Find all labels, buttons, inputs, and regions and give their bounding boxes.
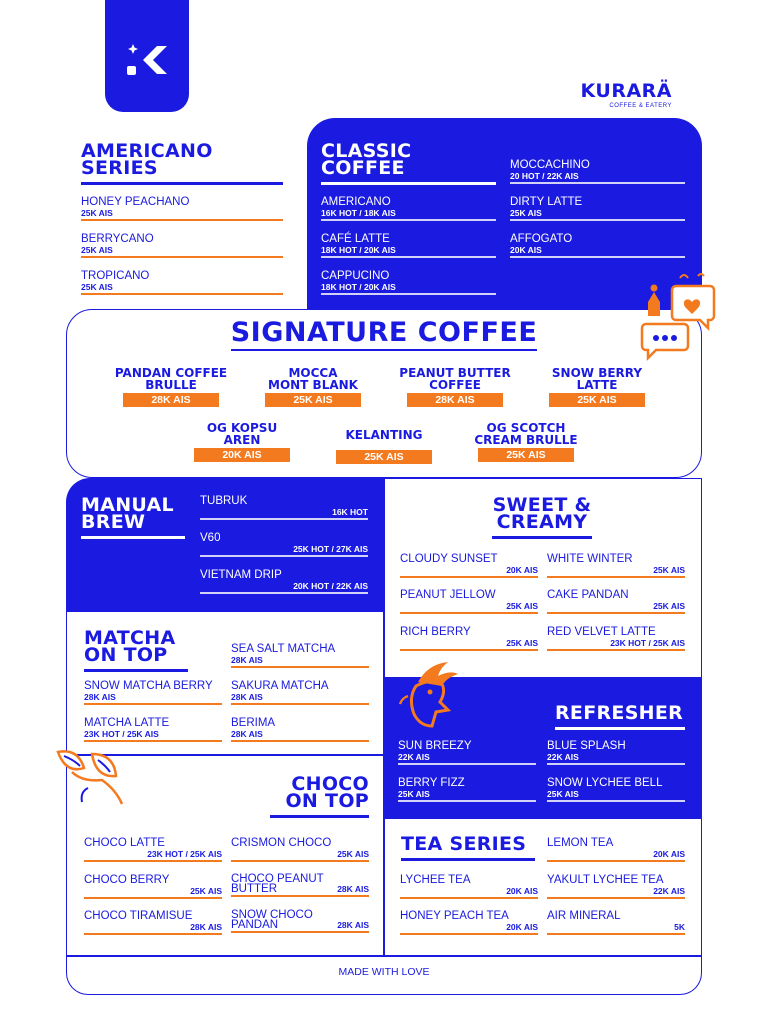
item-price: 22K AIS: [398, 752, 430, 762]
manual-section: [81, 494, 185, 539]
item-rule: [231, 931, 369, 933]
choco-section: [270, 773, 369, 818]
item-name: MOCCA MONT BLANK: [268, 366, 358, 392]
item-rule: [84, 933, 222, 935]
item-price: 5K: [674, 922, 685, 932]
price-pill: 20K AIS: [194, 448, 290, 462]
brand-name: KURARÄ: [580, 80, 672, 102]
item-price: 20K HOT / 22K AIS: [293, 581, 368, 591]
menu-item: [547, 910, 685, 935]
menu-item: [81, 233, 283, 258]
item-rule: [200, 555, 368, 557]
matcha-section: [84, 627, 188, 672]
matcha-title: MATCHA ON TOP: [84, 627, 176, 666]
sweet-section: [492, 494, 592, 539]
menu-item: [200, 495, 368, 520]
brand: [581, 80, 673, 109]
item-price: 25K AIS: [653, 601, 685, 611]
item-rule: [398, 800, 536, 802]
item-name: BERIMA: [231, 717, 276, 729]
americano-title: AMERICANO SERIES: [81, 140, 213, 179]
menu-item: [547, 777, 685, 802]
bird-illustration-icon: [398, 656, 462, 730]
item-name: CHOCO LATTE: [84, 837, 165, 849]
item-rule: [547, 860, 685, 862]
footer-divider: [66, 955, 702, 957]
item-price: 25K AIS: [81, 245, 113, 255]
item-price: 20K AIS: [506, 886, 538, 896]
item-name: PEANUT JELLOW: [400, 589, 496, 601]
menu-item: [547, 874, 685, 899]
item-rule: [231, 703, 369, 705]
item-rule: [547, 933, 685, 935]
menu-item: [398, 740, 536, 765]
item-price: 25K AIS: [506, 638, 538, 648]
item-price: 25K HOT / 27K AIS: [293, 544, 368, 554]
item-price: 28K AIS: [84, 692, 116, 702]
signature-title: SIGNATURE COFFEE: [231, 317, 538, 351]
item-rule: [400, 933, 538, 935]
item-price: 25K AIS: [510, 208, 542, 218]
item-rule: [321, 293, 496, 295]
item-rule: [84, 740, 222, 742]
item-price: 28K AIS: [190, 922, 222, 932]
item-name: SNOW MATCHA BERRY: [84, 680, 213, 692]
item-name: SNOW BERRY LATTE: [551, 366, 643, 392]
item-rule: [547, 897, 685, 899]
menu-item: [81, 196, 283, 221]
title-rule: [492, 536, 592, 539]
item-price: 20 HOT / 22K AIS: [510, 171, 579, 181]
signature-item: [248, 367, 378, 407]
menu-item: [321, 233, 496, 258]
refresher-title: REFRESHER: [555, 702, 684, 724]
item-name: CAFÉ LATTE: [321, 233, 390, 245]
item-name: RED VELVET LATTE: [547, 626, 656, 638]
item-name: AMERICANO: [321, 196, 391, 208]
title-rule: [321, 182, 496, 185]
menu-item: [231, 643, 369, 668]
menu-item: [510, 196, 685, 221]
item-name: CHOCO PEANUT BUTTER: [231, 873, 324, 895]
item-name: VIETNAM DRIP: [200, 569, 282, 581]
item-price: 22K AIS: [547, 752, 579, 762]
menu-item: [321, 270, 496, 295]
menu-item: [547, 589, 685, 614]
price-pill: 25K AIS: [478, 448, 574, 462]
item-price: 28K AIS: [337, 920, 369, 930]
item-price: 25K AIS: [398, 789, 430, 799]
item-rule: [84, 703, 222, 705]
price-pill: 25K AIS: [549, 393, 645, 407]
section-divider: [384, 817, 702, 819]
item-name: AFFOGATO: [510, 233, 573, 245]
item-rule: [321, 219, 496, 221]
signature-item: [106, 367, 236, 407]
column-divider: [383, 612, 385, 955]
item-name: LYCHEE TEA: [400, 874, 471, 886]
menu-item: [398, 777, 536, 802]
item-price: 23K HOT / 25K AIS: [147, 849, 222, 859]
menu-item: [400, 626, 538, 651]
item-name: CAPPUCINO: [321, 270, 390, 282]
item-name: CAKE PANDAN: [547, 589, 629, 601]
item-rule: [231, 860, 369, 862]
item-rule: [81, 256, 283, 258]
menu-item: [84, 910, 222, 935]
item-rule: [400, 576, 538, 578]
title-rule: [270, 815, 369, 818]
item-rule: [510, 182, 685, 184]
tea-section: [401, 833, 535, 861]
item-rule: [547, 800, 685, 802]
menu-item: [321, 196, 496, 221]
item-name: CLOUDY SUNSET: [400, 553, 498, 565]
item-name: YAKULT LYCHEE TEA: [547, 874, 664, 886]
item-rule: [231, 895, 369, 897]
menu-item: [84, 837, 222, 862]
signature-item: [461, 422, 591, 462]
item-rule: [547, 612, 685, 614]
item-price: 28K AIS: [337, 884, 369, 894]
item-name: BERRY FIZZ: [398, 777, 465, 789]
item-name: DIRTY LATTE: [510, 196, 583, 208]
menu-item: [400, 910, 538, 935]
classic-title: CLASSIC COFFEE: [321, 140, 412, 179]
item-rule: [510, 219, 685, 221]
americano-section: [81, 140, 283, 185]
signature-item: [532, 367, 662, 407]
classic-section: [321, 140, 496, 185]
item-price: 28K AIS: [231, 692, 263, 702]
item-name: BLUE SPLASH: [547, 740, 626, 752]
item-price: 20K AIS: [506, 565, 538, 575]
menu-item: [400, 874, 538, 899]
item-name: HONEY PEACHANO: [81, 196, 190, 208]
item-price: 25K AIS: [81, 282, 113, 292]
menu-item: [81, 270, 283, 295]
item-rule: [231, 740, 369, 742]
item-name: AIR MINERAL: [547, 910, 621, 922]
item-name: TROPICANO: [81, 270, 150, 282]
item-rule: [200, 518, 368, 520]
item-rule: [547, 649, 685, 651]
item-rule: [231, 666, 369, 668]
item-name: CHOCO TIRAMISUE: [84, 910, 193, 922]
menu-item: [231, 680, 369, 705]
item-rule: [84, 897, 222, 899]
item-name: CRISMON CHOCO: [231, 837, 332, 849]
item-name: MOCCACHINO: [510, 159, 590, 171]
item-name: BERRYCANO: [81, 233, 154, 245]
item-price: 25K AIS: [506, 601, 538, 611]
menu-item: [84, 874, 222, 899]
signature-item: [319, 429, 449, 464]
item-rule: [400, 897, 538, 899]
item-price: 16K HOT: [332, 507, 368, 517]
item-name: PANDAN COFFEE BRULLE: [114, 366, 228, 392]
title-rule: [81, 536, 185, 539]
item-rule: [81, 293, 283, 295]
item-name: WHITE WINTER: [547, 553, 633, 565]
item-price: 20K AIS: [506, 922, 538, 932]
item-price: 25K AIS: [337, 849, 369, 859]
menu-item: [84, 680, 222, 705]
item-price: 23K HOT / 25K AIS: [610, 638, 685, 648]
title-rule: [401, 858, 535, 861]
signature-item: [177, 422, 307, 462]
item-price: 28K AIS: [231, 655, 263, 665]
item-name: SNOW LYCHEE BELL: [547, 777, 663, 789]
menu-item: [400, 553, 538, 578]
menu-item: [231, 874, 369, 897]
item-price: 22K AIS: [653, 886, 685, 896]
item-name: PEANUT BUTTER COFFEE: [399, 366, 511, 392]
item-name: SAKURA MATCHA: [231, 680, 329, 692]
item-price: 25K AIS: [81, 208, 113, 218]
menu-item: [510, 159, 685, 184]
item-name: CHOCO BERRY: [84, 874, 170, 886]
menu-item: [84, 717, 222, 742]
signature-item: [390, 367, 520, 407]
item-name: OG KOPSU AREN: [206, 421, 278, 447]
footer-text: MADE WITH LOVE: [338, 966, 430, 978]
title-rule: [81, 182, 283, 185]
menu-item: [547, 553, 685, 578]
item-price: 25K AIS: [547, 789, 579, 799]
menu-item: [547, 626, 685, 651]
price-pill: 28K AIS: [123, 393, 219, 407]
title-rule: [84, 669, 188, 672]
item-rule: [84, 860, 222, 862]
logo-tab: [105, 0, 189, 112]
item-name: KELANTING: [345, 428, 423, 442]
item-price: 20K AIS: [653, 849, 685, 859]
item-price: 25K AIS: [190, 886, 222, 896]
item-name: OG SCOTCH CREAM BRULLE: [474, 421, 578, 447]
refresher-section: [555, 702, 685, 730]
item-name: MATCHA LATTE: [84, 717, 170, 729]
price-pill: 25K AIS: [336, 450, 432, 464]
item-price: 18K HOT / 20K AIS: [321, 245, 396, 255]
item-rule: [510, 256, 685, 258]
item-rule: [547, 576, 685, 578]
price-pill: 28K AIS: [407, 393, 503, 407]
item-name: LEMON TEA: [547, 837, 614, 849]
item-rule: [398, 763, 536, 765]
item-name: SNOW CHOCO PANDAN: [231, 909, 313, 931]
item-name: V60: [200, 532, 221, 544]
manual-title: MANUAL BREW: [81, 494, 174, 533]
sweet-title: SWEET & CREAMY: [492, 494, 592, 533]
brand-tagline: COFFEE & EATERY: [609, 103, 672, 109]
price-pill: 25K AIS: [265, 393, 361, 407]
item-price: 16K HOT / 18K AIS: [321, 208, 396, 218]
item-rule: [547, 763, 685, 765]
menu-item: [547, 740, 685, 765]
item-rule: [200, 592, 368, 594]
item-rule: [81, 219, 283, 221]
item-price: 20K AIS: [510, 245, 542, 255]
item-rule: [400, 649, 538, 651]
menu-item: [510, 233, 685, 258]
item-price: 23K HOT / 25K AIS: [84, 729, 159, 739]
menu-item: [400, 589, 538, 614]
tea-title: TEA SERIES: [401, 833, 527, 855]
menu-item: [231, 910, 369, 933]
item-name: RICH BERRY: [400, 626, 471, 638]
item-rule: [321, 256, 496, 258]
item-price: 25K AIS: [653, 565, 685, 575]
item-name: SUN BREEZY: [398, 740, 472, 752]
item-price: 28K AIS: [231, 729, 263, 739]
menu-item: [547, 837, 685, 862]
signature-title-wrap: [0, 317, 768, 351]
menu-item: [200, 569, 368, 594]
choco-title: CHOCO ON TOP: [285, 773, 369, 812]
item-price: 18K HOT / 20K AIS: [321, 282, 396, 292]
title-rule: [555, 727, 685, 730]
item-name: HONEY PEACH TEA: [400, 910, 509, 922]
item-rule: [400, 612, 538, 614]
item-name: TUBRUK: [200, 495, 248, 507]
item-name: SEA SALT MATCHA: [231, 643, 336, 655]
menu-item: [231, 717, 369, 742]
leaves-illustration-icon: [52, 744, 132, 808]
brand-logo-icon: [123, 38, 173, 82]
menu-item: [231, 837, 369, 862]
menu-item: [200, 532, 368, 557]
